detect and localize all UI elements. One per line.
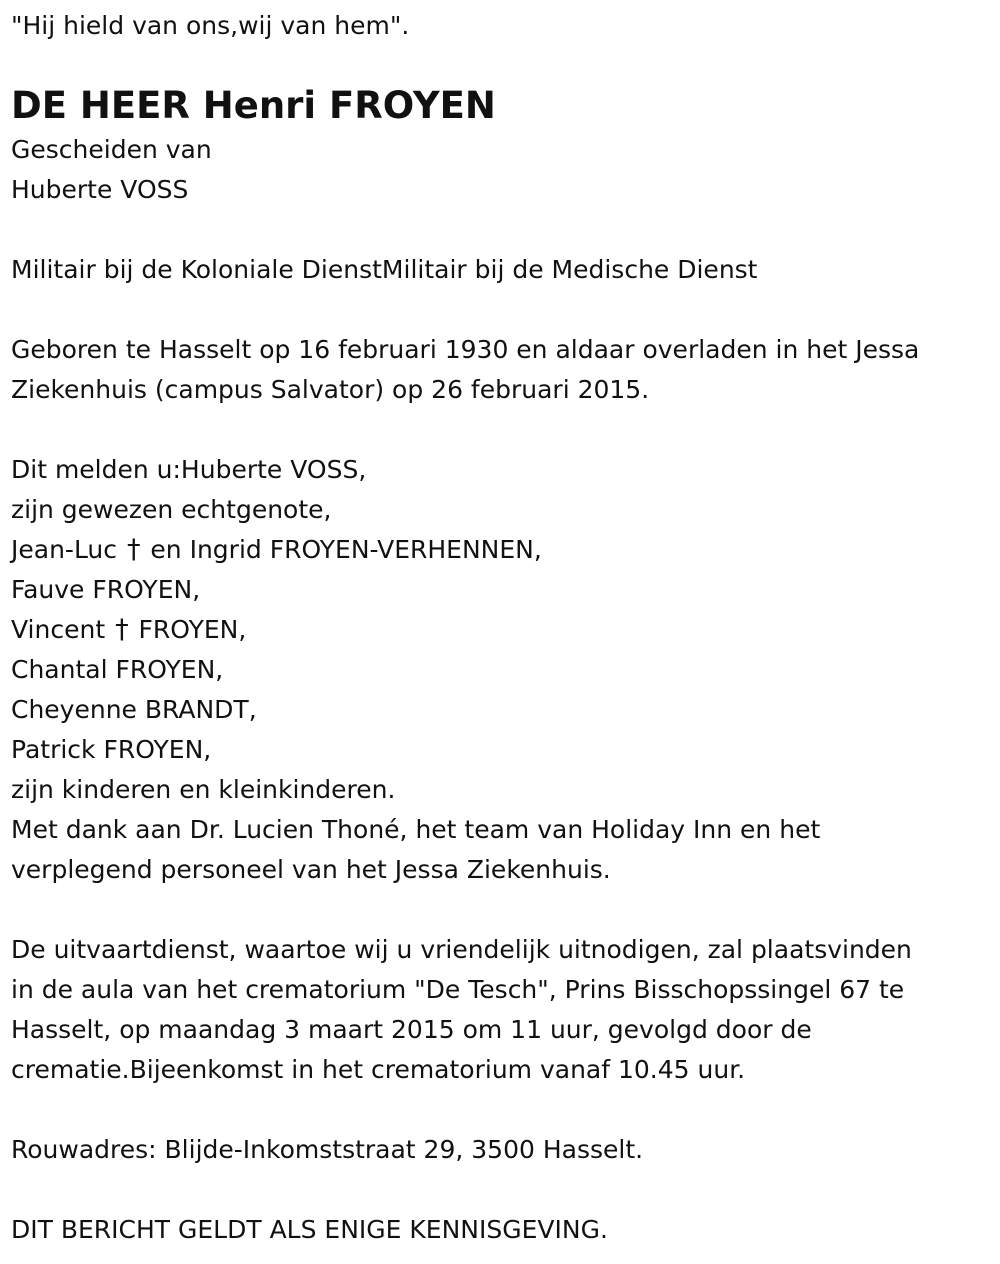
birth-death-line-2: Ziekenhuis (campus Salvator) op 26 februari 2015. xyxy=(11,375,650,404)
spacer xyxy=(11,890,991,930)
opening-quote: "Hij hield van ons,wij van hem". xyxy=(11,11,410,40)
deceased-name-title: DE HEER Henri FROYEN xyxy=(11,84,496,127)
birth-death-line-1: Geboren te Hasselt op 16 februari 1930 en aldaar overladen in het Jessa xyxy=(11,335,920,364)
spacer xyxy=(11,210,991,250)
announcer-vincent-last: FROYEN, xyxy=(130,615,247,644)
thanks-line-2: verplegend personeel van het Jessa Ziekenhuis. xyxy=(11,855,611,884)
service-line-4: crematie.Bijeenkomst in het crematorium vanaf 10.45 uur. xyxy=(11,1055,746,1084)
spacer xyxy=(11,1170,991,1210)
thanks-line-1: Met dank aan Dr. Lucien Thoné, het team van Holiday Inn en het xyxy=(11,815,821,844)
announcer-chantal: Chantal FROYEN, xyxy=(11,655,224,684)
ex-spouse-name: Huberte VOSS xyxy=(11,175,189,204)
profession-line: Militair bij de Koloniale DienstMilitair bij de Medische Dienst xyxy=(11,255,758,284)
divorced-label: Gescheiden van xyxy=(11,135,212,164)
sole-notice-statement: DIT BERICHT GELDT ALS ENIGE KENNISGEVING. xyxy=(11,1215,608,1244)
children-grandchildren-line: zijn kinderen en kleinkinderen. xyxy=(11,775,396,804)
announcer-jeanluc-ingrid xyxy=(11,530,991,570)
announcer-fauve: Fauve FROYEN, xyxy=(11,575,201,604)
announcer-patrick: Patrick FROYEN, xyxy=(11,735,212,764)
spacer xyxy=(11,290,991,330)
ex-spouse-relation: zijn gewezen echtgenote, xyxy=(11,495,332,524)
announcer-ingrid-name: en Ingrid FROYEN-VERHENNEN, xyxy=(142,535,542,564)
service-line-2: in de aula van het crematorium "De Tesch", Prins Bisschopssingel 67 te xyxy=(11,975,905,1004)
announcer-jeanluc-name: Jean-Luc xyxy=(11,535,125,564)
spacer xyxy=(11,410,991,450)
service-line-1: De uitvaartdienst, waartoe wij u vriendelijk uitnodigen, zal plaatsvinden xyxy=(11,935,912,964)
announcer-cheyenne: Cheyenne BRANDT, xyxy=(11,695,257,724)
spacer xyxy=(11,1090,991,1130)
cross-icon: † xyxy=(115,614,129,645)
cross-icon: † xyxy=(126,534,141,565)
service-line-3: Hasselt, op maandag 3 maart 2015 om 11 uur, gevolgd door de xyxy=(11,1015,812,1044)
announcer-vincent-first: Vincent xyxy=(11,615,114,644)
announcer-vincent xyxy=(11,610,991,650)
obituary-notice xyxy=(11,0,991,1250)
mourning-address: Rouwadres: Blijde-Inkomststraat 29, 3500 Hasselt. xyxy=(11,1135,644,1164)
announcers-intro: Dit melden u:Huberte VOSS, xyxy=(11,455,367,484)
